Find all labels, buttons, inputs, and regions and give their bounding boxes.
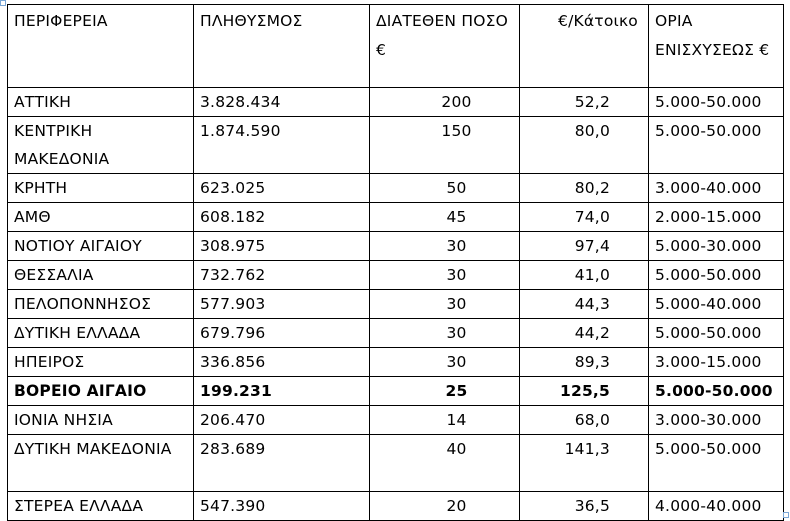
table-row: [8, 174, 784, 203]
cell-amount: 40: [370, 435, 520, 492]
header-amount: ΔΙΑΤΕΘΕΝ ΠΟΣΟ €: [370, 5, 520, 88]
cell-region: ΗΠΕΙΡΟΣ: [8, 348, 194, 377]
cell-per-capita: 44,3: [520, 290, 649, 319]
cell-limits: 3.000-40.000: [649, 174, 784, 203]
cell-population: 608.182: [194, 203, 370, 232]
header-limits: ΟΡΙΑ ΕΝΙΣΧΥΣΕΩΣ €: [649, 5, 784, 88]
cell-amount: 14: [370, 406, 520, 435]
cell-per-capita: 89,3: [520, 348, 649, 377]
cell-amount: 20: [370, 492, 520, 521]
cell-limits: 5.000-40.000: [649, 290, 784, 319]
cell-per-capita: 125,5: [520, 377, 649, 406]
table-row: [8, 377, 784, 406]
cell-amount: 45: [370, 203, 520, 232]
cell-region: ΘΕΣΣΑΛΙΑ: [8, 261, 194, 290]
cell-population: 199.231: [194, 377, 370, 406]
table-row: [8, 88, 784, 117]
table-row: [8, 261, 784, 290]
header-per-capita: €/Κάτοικο: [520, 5, 649, 88]
cell-amount: 50: [370, 174, 520, 203]
cell-population: 577.903: [194, 290, 370, 319]
cell-region: ΣΤΕΡΕΑ ΕΛΛΑΔΑ: [8, 492, 194, 521]
cell-population: 623.025: [194, 174, 370, 203]
table-row: [8, 232, 784, 261]
cell-per-capita: 52,2: [520, 88, 649, 117]
cell-region: ΔΥΤΙΚΗ ΕΛΛΑΔΑ: [8, 319, 194, 348]
table-row: [8, 492, 784, 521]
cell-region: ΝΟΤΙΟΥ ΑΙΓΑΙΟΥ: [8, 232, 194, 261]
cell-population: 1.874.590: [194, 117, 370, 174]
cell-limits: 5.000-50.000: [649, 319, 784, 348]
cell-region: ΔΥΤΙΚΗ ΜΑΚΕΔΟΝΙΑ: [8, 435, 194, 492]
cell-amount: 25: [370, 377, 520, 406]
cell-limits: 3.000-15.000: [649, 348, 784, 377]
cell-amount: 150: [370, 117, 520, 174]
cell-limits: 5.000-50.000: [649, 377, 784, 406]
cell-limits: 4.000-40.000: [649, 492, 784, 521]
table-row: [8, 435, 784, 492]
cell-population: 732.762: [194, 261, 370, 290]
cell-population: 336.856: [194, 348, 370, 377]
cell-limits: 5.000-50.000: [649, 261, 784, 290]
cell-region: ΙΟΝΙΑ ΝΗΣΙΑ: [8, 406, 194, 435]
table-body: [8, 88, 784, 521]
cell-per-capita: 41,0: [520, 261, 649, 290]
cell-region: ΑΜΘ: [8, 203, 194, 232]
cell-per-capita: 80,2: [520, 174, 649, 203]
cell-population: 679.796: [194, 319, 370, 348]
cell-region: ΠΕΛΟΠΟΝΝΗΣΟΣ: [8, 290, 194, 319]
cell-limits: 5.000-50.000: [649, 117, 784, 174]
cell-amount: 30: [370, 261, 520, 290]
table-row: [8, 203, 784, 232]
cell-limits: 2.000-15.000: [649, 203, 784, 232]
cell-limits: 5.000-30.000: [649, 232, 784, 261]
cell-per-capita: 97,4: [520, 232, 649, 261]
regions-table: [7, 4, 784, 521]
cell-per-capita: 68,0: [520, 406, 649, 435]
header-row: [8, 5, 784, 88]
cell-region: ΚΕΝΤΡΙΚΗ ΜΑΚΕΔΟΝΙΑ: [8, 117, 194, 174]
cell-per-capita: 80,0: [520, 117, 649, 174]
cell-per-capita: 44,2: [520, 319, 649, 348]
cell-region: ΚΡΗΤΗ: [8, 174, 194, 203]
cell-limits: 3.000-30.000: [649, 406, 784, 435]
cell-region: ΒΟΡΕΙΟ ΑΙΓΑΙΟ: [8, 377, 194, 406]
cell-amount: 30: [370, 348, 520, 377]
cell-population: 547.390: [194, 492, 370, 521]
header-region: ΠΕΡΙΦΕΡΕΙΑ: [8, 5, 194, 88]
table-row: [8, 348, 784, 377]
cell-amount: 30: [370, 319, 520, 348]
table-row: [8, 290, 784, 319]
table-row: [8, 117, 784, 174]
cell-per-capita: 141,3: [520, 435, 649, 492]
cell-amount: 200: [370, 88, 520, 117]
cell-limits: 5.000-50.000: [649, 435, 784, 492]
cell-region: ΑΤΤΙΚΗ: [8, 88, 194, 117]
cell-population: 3.828.434: [194, 88, 370, 117]
cell-amount: 30: [370, 290, 520, 319]
cell-population: 308.975: [194, 232, 370, 261]
cell-population: 206.470: [194, 406, 370, 435]
cell-population: 283.689: [194, 435, 370, 492]
table-resize-handle[interactable]: [783, 512, 789, 518]
cell-per-capita: 74,0: [520, 203, 649, 232]
table-row: [8, 406, 784, 435]
header-population: ΠΛΗΘΥΣΜΟΣ: [194, 5, 370, 88]
cell-amount: 30: [370, 232, 520, 261]
cell-limits: 5.000-50.000: [649, 88, 784, 117]
cell-per-capita: 36,5: [520, 492, 649, 521]
table-selection-handle-top-left[interactable]: [0, 0, 6, 6]
table-row: [8, 319, 784, 348]
